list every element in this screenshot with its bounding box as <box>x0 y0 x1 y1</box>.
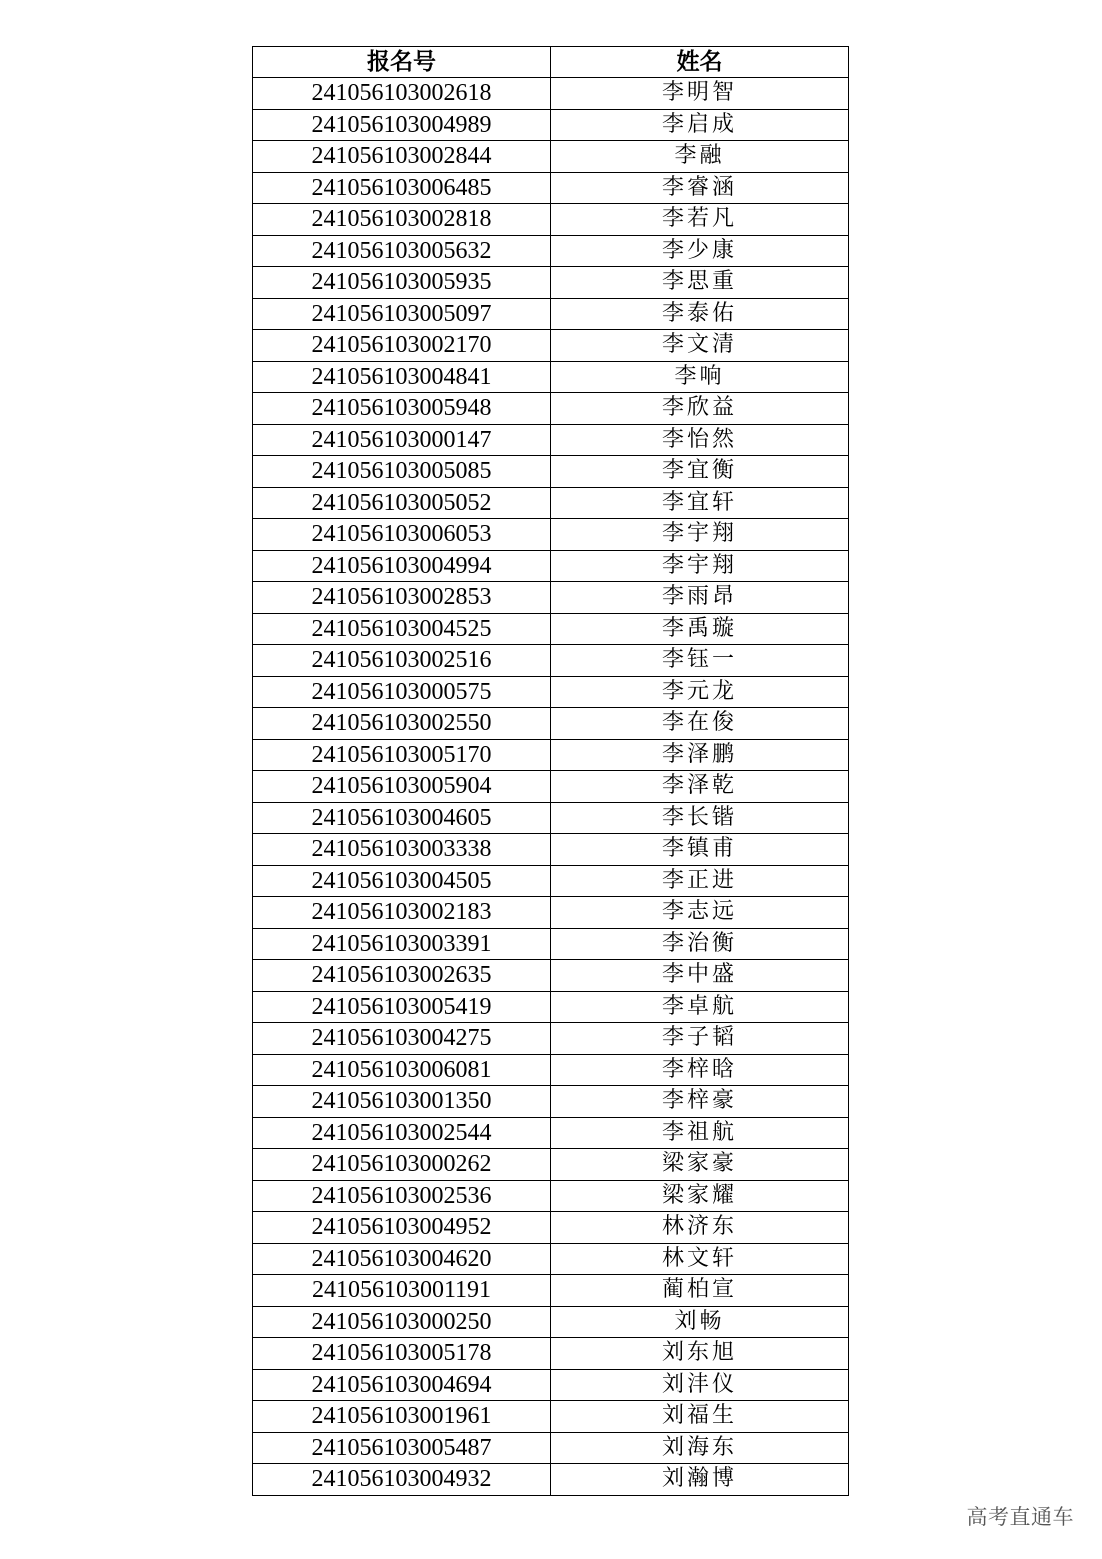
name-cell: 梁家耀 <box>551 1180 849 1212</box>
registration-number-cell: 241056103004505 <box>253 865 551 897</box>
name-cell: 刘福生 <box>551 1401 849 1433</box>
table-row <box>253 1117 849 1149</box>
registration-number-cell: 241056103005935 <box>253 267 551 299</box>
registration-number-cell: 241056103005085 <box>253 456 551 488</box>
name-cell: 李宜衡 <box>551 456 849 488</box>
name-cell: 李雨昂 <box>551 582 849 614</box>
name-cell: 李中盛 <box>551 960 849 992</box>
registration-number-cell: 241056103002844 <box>253 141 551 173</box>
registration-number-cell: 241056103002544 <box>253 1117 551 1149</box>
table-row <box>253 519 849 551</box>
registration-number-cell: 241056103005097 <box>253 298 551 330</box>
table-row <box>253 1464 849 1496</box>
registration-number-cell: 241056103002853 <box>253 582 551 614</box>
table-row <box>253 739 849 771</box>
table-row <box>253 897 849 929</box>
name-cell: 林文轩 <box>551 1243 849 1275</box>
table-row <box>253 1401 849 1433</box>
table-row <box>253 991 849 1023</box>
registration-number-cell: 241056103001350 <box>253 1086 551 1118</box>
table-row <box>253 582 849 614</box>
name-cell: 李梓晗 <box>551 1054 849 1086</box>
name-cell: 李泽乾 <box>551 771 849 803</box>
registration-number-cell: 241056103002618 <box>253 78 551 110</box>
name-cell: 李思重 <box>551 267 849 299</box>
registration-number-cell: 241056103004694 <box>253 1369 551 1401</box>
registration-number-cell: 241056103004525 <box>253 613 551 645</box>
table-row <box>253 298 849 330</box>
table-row <box>253 708 849 740</box>
name-cell: 刘瀚博 <box>551 1464 849 1496</box>
name-cell: 李正进 <box>551 865 849 897</box>
name-cell: 李睿涵 <box>551 172 849 204</box>
name-cell: 李欣益 <box>551 393 849 425</box>
registration-number-cell: 241056103006081 <box>253 1054 551 1086</box>
name-cell: 李钰一 <box>551 645 849 677</box>
table-row <box>253 960 849 992</box>
registration-number-cell: 241056103006485 <box>253 172 551 204</box>
name-cell: 李泽鹏 <box>551 739 849 771</box>
table-row <box>253 487 849 519</box>
registration-number-cell: 241056103002183 <box>253 897 551 929</box>
watermark-text: 高考直通车 <box>966 1505 1074 1529</box>
name-cell: 李元龙 <box>551 676 849 708</box>
name-cell: 李宇翔 <box>551 519 849 551</box>
registration-number-cell: 241056103002516 <box>253 645 551 677</box>
name-cell: 李镇甫 <box>551 834 849 866</box>
table-row <box>253 424 849 456</box>
registration-number-cell: 241056103004952 <box>253 1212 551 1244</box>
registration-number-cell: 241056103001961 <box>253 1401 551 1433</box>
registration-number-cell: 241056103000250 <box>253 1306 551 1338</box>
name-cell: 李在俊 <box>551 708 849 740</box>
table-row <box>253 1369 849 1401</box>
name-cell: 林济东 <box>551 1212 849 1244</box>
table-row <box>253 613 849 645</box>
table-row <box>253 865 849 897</box>
table-row <box>253 1432 849 1464</box>
table-row <box>253 802 849 834</box>
table-row <box>253 1275 849 1307</box>
name-cell: 李治衡 <box>551 928 849 960</box>
admission-table <box>252 46 849 1496</box>
name-cell: 李卓航 <box>551 991 849 1023</box>
table-row <box>253 1243 849 1275</box>
name-cell: 李少康 <box>551 235 849 267</box>
name-cell: 李宇翔 <box>551 550 849 582</box>
table-row <box>253 676 849 708</box>
name-cell: 李宜轩 <box>551 487 849 519</box>
table-row <box>253 1306 849 1338</box>
registration-number-cell: 241056103003338 <box>253 834 551 866</box>
table-row <box>253 235 849 267</box>
registration-number-cell: 241056103005904 <box>253 771 551 803</box>
name-cell: 李志远 <box>551 897 849 929</box>
name-cell: 李怡然 <box>551 424 849 456</box>
registration-number-cell: 241056103001191 <box>253 1275 551 1307</box>
name-cell: 蔺柏宣 <box>551 1275 849 1307</box>
table-row <box>253 141 849 173</box>
table-header-row <box>253 47 849 78</box>
registration-number-cell: 241056103000575 <box>253 676 551 708</box>
table-row <box>253 267 849 299</box>
registration-number-cell: 241056103005052 <box>253 487 551 519</box>
registration-number-cell: 241056103005948 <box>253 393 551 425</box>
name-cell: 李长锴 <box>551 802 849 834</box>
registration-number-cell: 241056103000147 <box>253 424 551 456</box>
table-row <box>253 330 849 362</box>
name-cell: 李若凡 <box>551 204 849 236</box>
name-cell: 李响 <box>551 361 849 393</box>
name-cell: 刘东旭 <box>551 1338 849 1370</box>
name-cell: 李梓豪 <box>551 1086 849 1118</box>
name-cell: 刘沣仪 <box>551 1369 849 1401</box>
registration-number-cell: 241056103004989 <box>253 109 551 141</box>
registration-number-cell: 241056103000262 <box>253 1149 551 1181</box>
table-row <box>253 1054 849 1086</box>
name-cell: 李祖航 <box>551 1117 849 1149</box>
registration-number-cell: 241056103002635 <box>253 960 551 992</box>
table-row <box>253 109 849 141</box>
name-cell: 李子韬 <box>551 1023 849 1055</box>
table-row <box>253 550 849 582</box>
registration-number-cell: 241056103003391 <box>253 928 551 960</box>
registration-number-cell: 241056103004932 <box>253 1464 551 1496</box>
registration-number-cell: 241056103002550 <box>253 708 551 740</box>
registration-number-cell: 241056103005487 <box>253 1432 551 1464</box>
name-cell: 李泰佑 <box>551 298 849 330</box>
table-row <box>253 645 849 677</box>
registration-number-cell: 241056103005178 <box>253 1338 551 1370</box>
registration-number-cell: 241056103004994 <box>253 550 551 582</box>
table-row <box>253 834 849 866</box>
table-row <box>253 1023 849 1055</box>
table-row <box>253 456 849 488</box>
name-cell: 李融 <box>551 141 849 173</box>
name-cell: 李启成 <box>551 109 849 141</box>
registration-number-cell: 241056103004605 <box>253 802 551 834</box>
table-row <box>253 204 849 236</box>
registration-number-cell: 241056103002170 <box>253 330 551 362</box>
header-registration-number: 报名号 <box>253 47 551 78</box>
table-row <box>253 1338 849 1370</box>
name-cell: 刘海东 <box>551 1432 849 1464</box>
table-row <box>253 1086 849 1118</box>
table-row <box>253 1212 849 1244</box>
registration-number-cell: 241056103004275 <box>253 1023 551 1055</box>
table-row <box>253 1149 849 1181</box>
name-cell: 李文清 <box>551 330 849 362</box>
admission-list <box>252 46 848 1496</box>
registration-number-cell: 241056103002536 <box>253 1180 551 1212</box>
registration-number-cell: 241056103005632 <box>253 235 551 267</box>
table-row <box>253 361 849 393</box>
registration-number-cell: 241056103005170 <box>253 739 551 771</box>
registration-number-cell: 241056103004841 <box>253 361 551 393</box>
name-cell: 梁家豪 <box>551 1149 849 1181</box>
name-cell: 李禹璇 <box>551 613 849 645</box>
registration-number-cell: 241056103004620 <box>253 1243 551 1275</box>
table-row <box>253 393 849 425</box>
table-body <box>253 78 849 1496</box>
registration-number-cell: 241056103005419 <box>253 991 551 1023</box>
table-row <box>253 1180 849 1212</box>
table-row <box>253 78 849 110</box>
table-row <box>253 172 849 204</box>
name-cell: 李明智 <box>551 78 849 110</box>
table-row <box>253 928 849 960</box>
header-name: 姓名 <box>551 47 849 78</box>
name-cell: 刘畅 <box>551 1306 849 1338</box>
registration-number-cell: 241056103006053 <box>253 519 551 551</box>
registration-number-cell: 241056103002818 <box>253 204 551 236</box>
table-row <box>253 771 849 803</box>
